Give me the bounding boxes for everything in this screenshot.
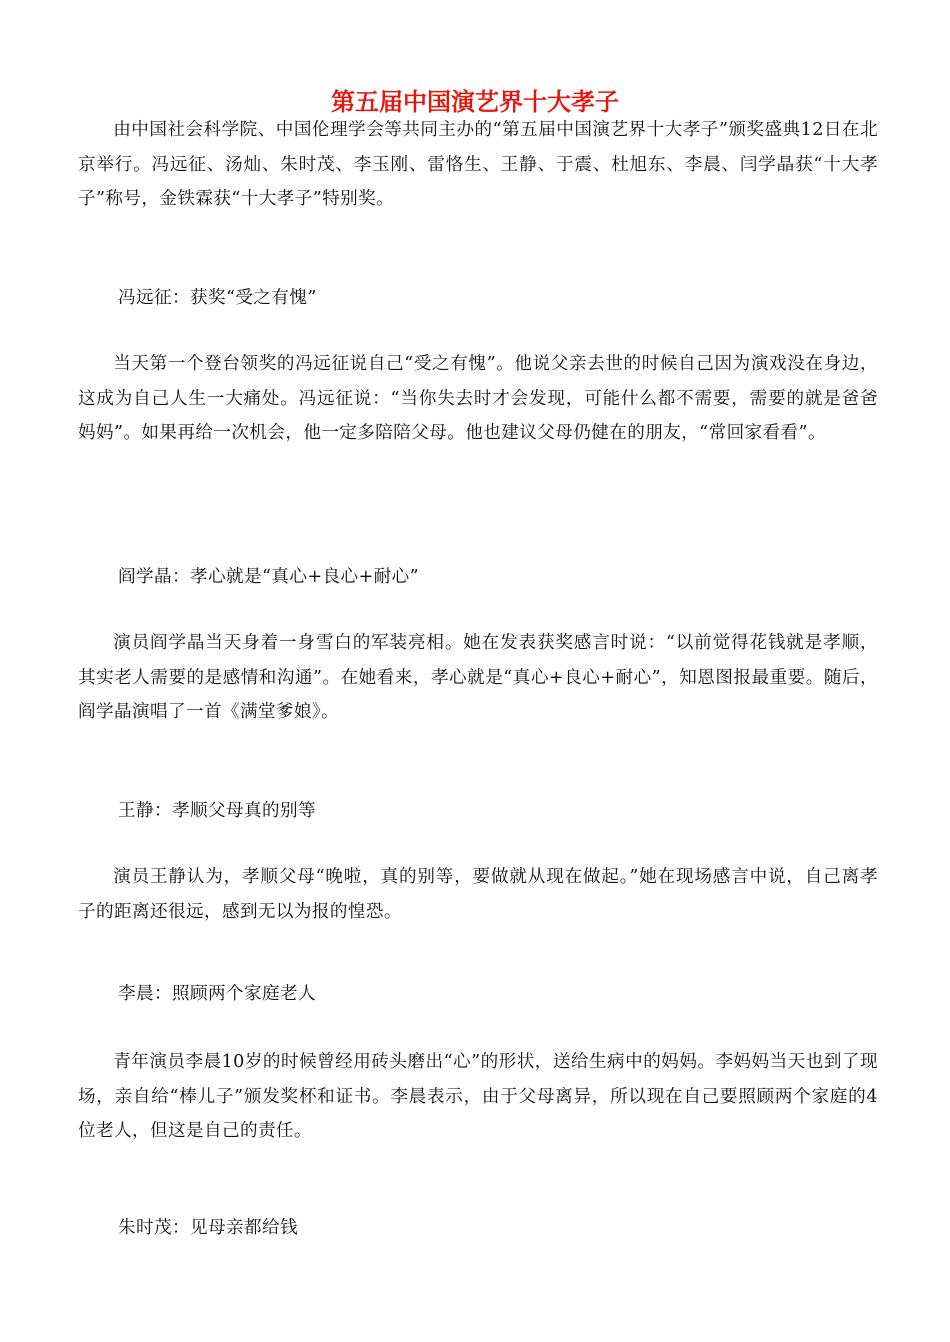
section-heading-feng-yuanzheng: 冯远征：获奖“受之有愧” [118, 288, 317, 308]
intro-paragraph: 由中国社会科学院、中国伦理学会等共同主办的“第五届中国演艺界十大孝子”颁奖盛典12日在北京举行。冯远征、汤灿、朱时茂、李玉刚、雷恪生、王静、于震、杜旭东、李晨、闫学晶获“十大孝子”称号，金铁霖获“十大孝子”特别奖。 [78, 120, 878, 209]
section-body-wang-jing: 演员王静认为，孝顺父母“晚啦，真的别等，要做就从现在做起。”她在现场感言中说，自己离孝子的距离还很远，感到无以为报的惶恐。 [78, 867, 878, 922]
section-heading-wang-jing: 王静：孝顺父母真的别等 [118, 801, 316, 821]
section-body-li-chen: 青年演员李晨10岁的时候曾经用砖头磨出“心”的形状，送给生病中的妈妈。李妈妈当天也到了现场，亲自给“棒儿子”颁发奖杯和证书。李晨表示，由于父母离异，所以现在自己要照顾两个家庭的4位老人，但这是自己的责任。 [78, 1052, 878, 1141]
section-heading-li-chen: 李晨：照顾两个家庭老人 [118, 984, 316, 1004]
section-heading-zhu-shimao: 朱时茂：见母亲都给钱 [118, 1218, 298, 1238]
section-body-yan-xuejing: 演员阎学晶当天身着一身雪白的军装亮相。她在发表获奖感言时说：“以前觉得花钱就是孝顺，其实老人需要的是感情和沟通”。在她看来，孝心就是“真心+良心+耐心”，知恩图报最重要。随后，阎学晶演唱了一首《满堂爹娘》。 [78, 633, 878, 722]
section-heading-yan-xuejing: 阎学晶：孝心就是“真心+良心+耐心” [118, 567, 419, 587]
section-body-feng-yuanzheng: 当天第一个登台领奖的冯远征说自己“受之有愧”。他说父亲去世的时候自己因为演戏没在身边，这成为自己人生一大痛处。冯远征说：“当你失去时才会发现，可能什么都不需要，需要的就是爸爸妈妈”。如果再给一次机会，他一定多陪陪父母。他也建议父母仍健在的朋友，“常回家看看”。 [78, 354, 878, 443]
document-title: 第五届中国演艺界十大孝子 [331, 87, 619, 116]
